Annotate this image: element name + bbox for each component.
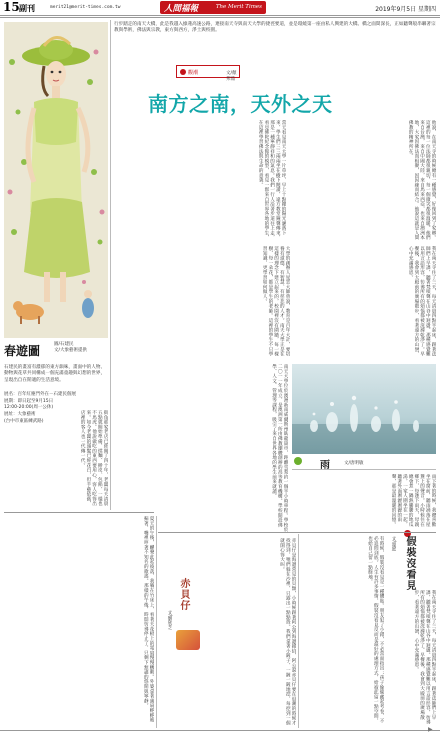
divider-line xyxy=(298,534,299,728)
rain-article-title: 雨 xyxy=(320,460,330,471)
exhibition-name: 展名：百年紅塵門外在－石建民個展 xyxy=(4,392,76,398)
left-body-block-2: 夏天的午後，蟬聲此起彼落，我躺在竹床上，看著天花板上的電扇慢慢轉動。外婆拿著蒲扇輕輕地搧著，嘴裡哼著不知名的歌謠。那樣的午後，時間彷彿停止了，只剩下無盡的悠閒與寧靜。 xyxy=(143,516,154,723)
right-article-credit: 文/溫庭 xyxy=(391,536,396,552)
lead-body-block-1: 當天看見南天大學一片草坪，早上十點鐘的陽光灑落下來，學生們三三兩兩坐在樹下閱讀，遠方教堂鐘聲傳來，那是一種寧靜祥和的氣息。我們一行人沿著步道往上走，看見佛陀紀念館的模型，看見一群來自世界各地的學生，在這裡學習佛法與生命的意義。 xyxy=(258,120,286,240)
exhibition-venue: 展址：大象藝術 xyxy=(4,412,36,417)
exhibition-hours: 12:00-20:00(周一公休) xyxy=(4,405,54,411)
painting-credit-artist: 圖/石建民 xyxy=(54,342,74,347)
painting-image xyxy=(4,22,108,338)
lead-body-block-4: 我在南天寺住了三天，每天清晨四點半起床，跟著法師們上早課，聽著梵唄聲在山谷中迴盪。那種感覺難以用言語形容，彷彿所有的煩惱都被洗滌乾淨了。早餐後，我會到大殿前的廣場散步，看著遠方的山巒，心中充滿感恩。 xyxy=(408,246,436,357)
lead-body-block-2: 他說，在南天寺的時候總有一種感覺，好像回到了家鄉。這裡的每一位法師都很親切，每一個微笑都很溫暖。他們來自台灣，來自中國大陸，來自馬來西亞，也來自澳洲本地，大家因佛法而相聚，因因緣而結合。他說這就是人間佛教的精神所在。 xyxy=(408,120,436,240)
painting-title: 春遊圖 xyxy=(4,344,41,358)
painting-credit xyxy=(54,342,87,354)
newspaper-logo[interactable] xyxy=(160,1,266,14)
divider-line xyxy=(156,516,157,728)
divider-line xyxy=(0,17,440,18)
next-page-arrow-icon[interactable]: ▶ xyxy=(428,726,433,733)
exhibition-dates: 展期：即日起至9月15日 xyxy=(4,398,54,404)
divider-line xyxy=(158,532,436,533)
painting-credit-source: 文/大象藝術提供 xyxy=(54,348,88,353)
column-badge-icon xyxy=(176,630,200,650)
contact-email[interactable]: merit21@merit-times.com.tw xyxy=(50,5,121,10)
column-tag-icon xyxy=(180,69,186,75)
mid-article-title: 赤貝仔 xyxy=(178,578,189,611)
lead-body-block-5: 南天大學位於澳洲新南威爾斯州臥龍崗市，距離雪梨約一個半小時車程。學校於二〇一一年成立，是澳洲第一所由佛教團體創辦的高等教育機構。學校開設佛學、人文、管理等課程，吸引了來自世界各地的學生前來就讀。 xyxy=(271,364,288,532)
column-name: 觀潮 xyxy=(188,70,199,76)
divider-line xyxy=(4,512,154,513)
water-droplet-photo xyxy=(292,364,436,454)
lead-byline-box xyxy=(176,65,240,82)
painting-figure-illustration xyxy=(4,22,108,338)
right-article-body-2: 我在南天寺住了三天，每天清晨四點半起床，跟著法師們上早課，聽著梵唄聲在山谷中迴盪。那種感覺難以用言語形容，彷彿所有的煩惱都被洗滌乾淨了。早餐後，我會到大殿前的廣場散步，看著遠方的山巒，心中充滿感恩。 xyxy=(413,590,436,725)
rain-article-body: 雨下著的時候，我總喜歡坐在窗前，聽雨滴落在屋簷上的聲音。小時候住在鄉下，每逢下雨天，母親總會煮一鍋熱騰騰的地瓜湯，一家人圍坐在一起，聽著外面淅瀝淅瀝的雨聲，那是最溫暖的回憶。 xyxy=(391,474,436,527)
section-name: 副刊 xyxy=(19,4,35,13)
logo-english: The Merit Times xyxy=(215,4,262,10)
right-article-body-1: 有時候，假裝沒看見是一種體貼。朋友犯了小錯，不必當面指出；孩子偷偷藏起考卷，不必追問到底。人生有許多事情，假裝沒看見反而是最好的處理方式，給彼此留一點空間，也給自己留一點餘地。 xyxy=(367,536,384,724)
leaf-icon xyxy=(294,457,302,465)
mid-article-credit: 文/劉欣芝 xyxy=(167,610,172,630)
page-number: 15 xyxy=(3,0,20,14)
left-body-block-1: 街角那家老店已經開了四十年，老闆每天清晨五點就開始準備，揉麵、擀皮、包餡，一樣也不馬虎。他說做吃的東西要用心，客人吃得出來。如今老闆的頭髮已經花白，但手藝依舊，店裡的客人也一代傳一代。 xyxy=(80,410,108,506)
mid-article-body: 赤貝仔是海邊常見的貝類，小時候跟著阿公到海邊撿拾，阿公說赤貝仔要在退潮的時候才找得到，牠們躲在沙裡，只露出一點點殼。我們拿著小鏟子，一鏟一鏟地挖，每挖到一個就開心得大叫。 xyxy=(279,538,296,726)
right-article-title: 假裝沒看見 xyxy=(404,536,415,591)
masthead xyxy=(0,0,440,16)
divider-line xyxy=(110,20,111,510)
issue-date: 2019年9月5日 星期四 xyxy=(375,6,436,13)
logo-chinese: 人間福報 xyxy=(164,4,199,14)
rain-article-credit: 文/唐明敏 xyxy=(344,461,364,466)
lead-headline: 南方之南，天外之天 xyxy=(148,92,333,116)
painting-description: 石建民的畫富有濃郁的東方韻味，畫面中的人物、動物與花草共同構成一個充滿童趣與幻想的世界，呈現出自在閒適的生活意境。 xyxy=(4,365,106,383)
lead-intro-text: 行步踏走的南天大橋，此是我越入綠蓮高速公路，連接南天寺與南天大學的捷徑要道，並是環繞第一座由私人興建的大橋。橋之面間深長，正如聽聲般串聯著宗教與學術，佛法與宗教，東方與西方，淨土與校園。 xyxy=(114,22,436,34)
exhibition-address: (台中市東區練武路) xyxy=(4,418,44,424)
lead-author: 文/顏邦茹 xyxy=(226,71,237,82)
rain-article-header xyxy=(292,456,436,470)
lead-body-block-3: 大學的創辦人星雲大師曾說，教育是百年大計，要培養有道德、有智慧、有慈悲的人才。南天大學正是在這樣的理念下建立起來的，校園裡沒有圍牆，每一棵樹、每一朵花，都是學生的老師。這裡的學生不只學習知識，更學習如何做人。 xyxy=(262,246,290,357)
rain-photo xyxy=(292,364,436,454)
divider-line xyxy=(0,730,440,731)
